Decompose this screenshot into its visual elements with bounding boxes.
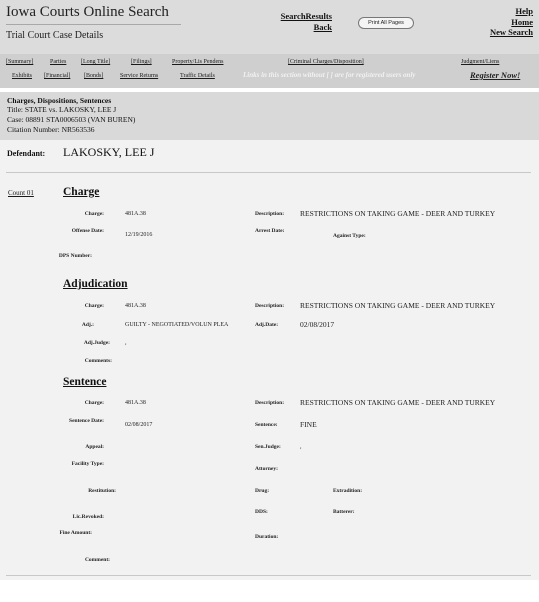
help-link[interactable]: Help: [515, 6, 533, 16]
fine-amount-label: Fine Amount:: [59, 530, 92, 536]
sen-description-value: RESTRICTIONS ON TAKING GAME - DEER AND TURKEY: [300, 398, 496, 407]
main-content: [0, 140, 539, 580]
case-navigation: [0, 54, 539, 88]
adj-description-label: Description:: [255, 303, 285, 309]
citation-number: Citation Number: NR563536: [7, 125, 95, 134]
search-links: [276, 11, 332, 33]
adj-label: Adj.:: [81, 322, 94, 328]
adj-charge-value: 481A.38: [125, 303, 146, 309]
new-search-link[interactable]: New Search: [489, 27, 533, 37]
title-divider: [6, 24, 181, 25]
nav-long-title[interactable]: [Long Title]: [81, 59, 111, 65]
batterer-label: Batterer:: [333, 509, 355, 515]
case-number: Case: 08891 STA0006503 (VAN BUREN): [7, 115, 136, 124]
offense-date-label: Offense Date:: [71, 228, 104, 234]
sentence-label: Sentence:: [255, 422, 278, 428]
adj-date-label: Adj.Date:: [255, 322, 279, 328]
back-link[interactable]: Back: [313, 22, 332, 32]
adj-value: GUILTY - NEGOTIATED/VOLUN PLEA: [125, 322, 229, 328]
charge-label: Charge:: [84, 211, 104, 217]
count-01-link[interactable]: Count 01: [8, 189, 34, 197]
header-right-links: [490, 6, 533, 38]
facility-type-label: Facility Type:: [71, 461, 104, 467]
adj-charge-label: Charge:: [84, 303, 104, 309]
home-link[interactable]: Home: [511, 16, 533, 27]
comment-label: Comment:: [84, 557, 110, 563]
page-subtitle: Trial Court Case Details: [6, 30, 104, 41]
page-header: [0, 0, 539, 54]
register-now-link[interactable]: Register Now!: [470, 70, 521, 80]
sen-judge-label: Sen.Judge:: [255, 444, 281, 450]
adj-description-value: RESTRICTIONS ON TAKING GAME - DEER AND TURKEY: [300, 301, 496, 310]
print-all-pages-button[interactable]: Print All Pages: [358, 17, 414, 29]
section-heading: Charges, Dispositions, Sentences: [7, 96, 112, 105]
nav-criminal-charges[interactable]: [Criminal Charges/Disposition]: [288, 59, 364, 65]
against-type-label: Against Type:: [333, 233, 366, 239]
attorney-label: Attorney:: [255, 466, 278, 472]
divider: [6, 172, 531, 173]
dds-label: DDS:: [255, 509, 268, 515]
sentence-date-value: 02/08/2017: [125, 422, 153, 428]
nav-judgment-liens[interactable]: Judgment/Liens: [461, 59, 500, 65]
arrest-date-label: Arrest Date:: [255, 228, 285, 234]
nav-summary[interactable]: [Summary]: [6, 59, 34, 65]
description-label: Description:: [255, 211, 285, 217]
nav-bonds[interactable]: [Bonds]: [84, 73, 104, 79]
sen-charge-label: Charge:: [84, 400, 104, 406]
adj-judge-label: Adj.Judge:: [83, 340, 110, 346]
bottom-divider: [6, 575, 531, 576]
nav-service-returns[interactable]: Service Returns: [120, 73, 159, 79]
registered-users-note: Links in this section without [ ] are for registered users only: [243, 71, 416, 79]
sentence-date-label: Sentence Date:: [69, 418, 104, 424]
sentence-heading: Sentence: [63, 376, 107, 388]
charge-value: 481A.38: [125, 211, 146, 217]
adj-judge-value: ,: [125, 340, 127, 346]
extradition-label: Extradition:: [333, 488, 363, 494]
case-title: Title: STATE vs. LAKOSKY, LEE J: [7, 105, 117, 114]
nav-traffic-details[interactable]: Traffic Details: [180, 73, 215, 79]
comments-label: Comments:: [84, 358, 112, 364]
lic-revoked-label: Lic.Revoked:: [72, 514, 104, 520]
nav-property-lis-pendens[interactable]: Property/Lis Pendens: [172, 59, 224, 65]
search-results-link[interactable]: SearchResults: [280, 11, 332, 21]
restitution-label: Restitution:: [88, 488, 116, 494]
appeal-label: Appeal:: [85, 444, 104, 450]
sen-judge-value: ,: [300, 444, 302, 450]
duration-label: Duration:: [255, 534, 279, 540]
charge-heading: Charge: [63, 186, 100, 198]
offense-date-value: 12/19/2016: [125, 232, 153, 238]
site-title: Iowa Courts Online Search: [6, 4, 169, 20]
nav-parties[interactable]: Parties: [50, 59, 67, 65]
drug-label: Drug:: [255, 488, 270, 494]
sen-charge-value: 481A.38: [125, 400, 146, 406]
adjudication-heading: Adjudication: [63, 278, 128, 290]
sen-description-label: Description:: [255, 400, 285, 406]
defendant-name: LAKOSKY, LEE J: [63, 145, 155, 159]
dps-number-label: DPS Number:: [58, 253, 92, 259]
adj-date-value: 02/08/2017: [300, 320, 335, 329]
nav-exhibits[interactable]: Exhibits: [12, 73, 33, 79]
nav-filings[interactable]: [Filings]: [131, 59, 152, 65]
description-value: RESTRICTIONS ON TAKING GAME - DEER AND TURKEY: [300, 209, 496, 218]
defendant-label: Defendant:: [7, 149, 46, 158]
sentence-value: FINE: [300, 420, 317, 429]
case-summary-header: [0, 92, 539, 140]
nav-financial[interactable]: [Financial]: [44, 73, 71, 79]
